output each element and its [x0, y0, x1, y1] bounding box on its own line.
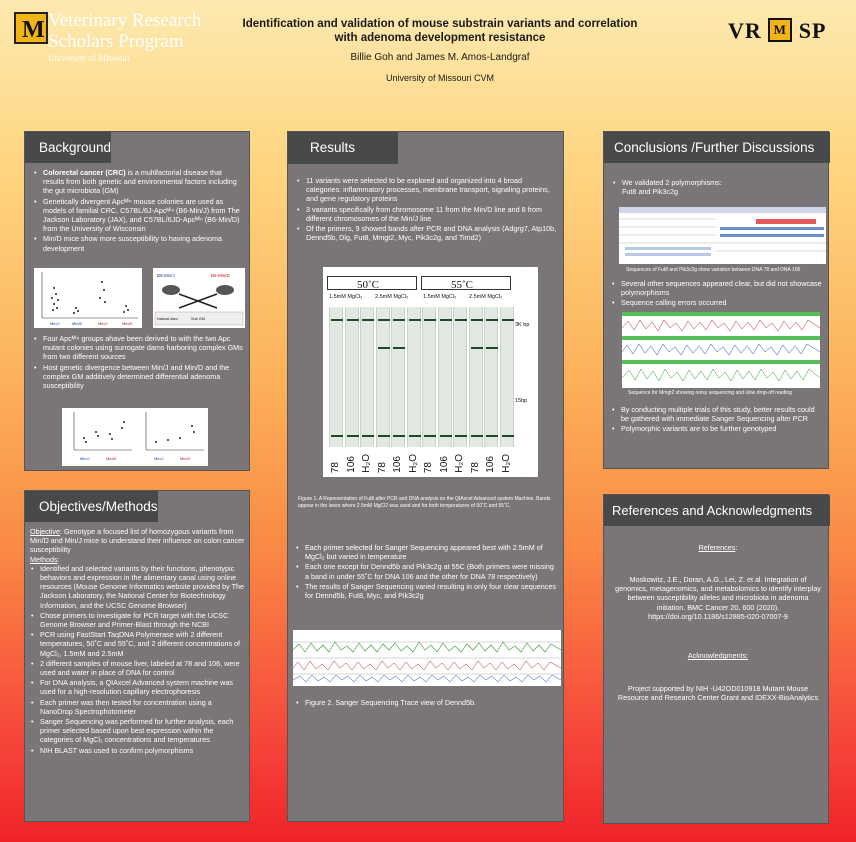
conclusions-text-3 [611, 405, 823, 435]
marker-15bp: 15bp [515, 398, 528, 404]
adenoma-plot-graphic [62, 408, 208, 466]
result-item: • Each primer selected for Sanger Sequencing appeared best with 2.5mM of MgCl₂ but varied in temperature [295, 543, 557, 561]
gel-lane [376, 307, 390, 447]
conclusions-text-1 [612, 178, 824, 197]
vrsp-logo: VR M SP [728, 18, 827, 43]
method-item: • Sanger Sequencing was performed for further analysis, each primer selected based upon best expression within the categories of MgCl₂ concentrations and temperatures [30, 717, 246, 745]
gel-band [440, 435, 452, 437]
fig-label: Min/D [180, 456, 191, 461]
acknowledgments-label: Acknowledgments: [687, 651, 749, 660]
diagram-label: Sub GM [191, 317, 205, 321]
gel-lane [345, 307, 359, 447]
trace-graphic [293, 630, 561, 686]
gel-band [378, 347, 390, 349]
marker-3kbp: 3K bp [515, 322, 530, 328]
conclusion-item: • By conducting multiple trials of this study, better results could be gathered with immediate Sanger Sequencing after PCR [611, 405, 823, 423]
gel-band [393, 319, 405, 321]
pik3c2g-graphic [716, 207, 826, 264]
references-panel [603, 494, 829, 824]
reference-1: Moskowitz, J.E., Doran, A.G., Lei, Z. et al. Integration of genomics, metagenomics, and metabolomics to identify interplay between susceptibility alleles and microbiota in adenoma initiation. BMC Cancer 20, 600 (2020). https://doi.org/10.1186/s12885-020-07007-9 [615, 575, 821, 621]
pik3c2g-sequence-figure [716, 207, 826, 264]
background-bullet: • Host genetic divergence between Min/J and Min/D and the complex GM additively determined differential adenoma susceptibility [33, 363, 245, 391]
gel-band [378, 435, 390, 437]
gel-band [486, 319, 498, 321]
method-item: • Chose primers to investigate for PCR target with the UCSC Genome Browser and Primer-Blast through the NCBI [30, 611, 246, 629]
gel-lane [500, 307, 514, 447]
background-bullet: • Colorectal cancer (CRC) is a multifactorial disease that results from both genetic and environmental factors including the gut microbiota (GM) [33, 168, 245, 196]
result-item: • The results of Sanger Sequencing varied resulting in only four clear sequences for Dennd5b, Fut8, Myc, and Pik3c2g [295, 582, 557, 600]
gel-band [471, 435, 483, 437]
gel-band [486, 435, 498, 437]
objectives-panel [24, 490, 250, 822]
methods-label: Methods: [30, 554, 60, 564]
gel-band [331, 319, 343, 321]
sanger-trace-dennd5b [293, 630, 561, 686]
result-item: • 11 variants were selected to be explored and organized into 4 broad categories: inflammatory processes, membrane transport, signaling proteins, and gene regulatory proteins [296, 176, 558, 204]
conclusions-caption-2: Sequence for Mmgt2 showing noisy sequencing and slow drop-off reading [628, 390, 792, 396]
method-item: • For DNA analysis, a QIAxcel Advanced system machine was used for a high-resolution capillary electrophoresis [30, 678, 246, 696]
gel-band [502, 435, 514, 437]
background-text-top [33, 168, 245, 254]
result-item: • Of the primers, 9 showed bands after PCR and DNA analysis (Adgrg7, Atp10b, Dennd5b, Dlg, Fut8, Mmgt2, Myc, Pik3c2g, and Timd2) [296, 224, 558, 242]
conclusion-item: • We validated 2 polymorphisms: Fut8 and Pik3c2g [612, 178, 824, 196]
method-item: • NIH BLAST was used to confirm polymorphisms [30, 746, 246, 755]
poster-title: Identification and validation of mouse substrain variants and correlation with adenoma development resistance [242, 18, 638, 44]
gel-band [455, 319, 467, 321]
program-name-2: Scholars Program [48, 31, 184, 52]
background-bullet: • Four Apcᴹⁱⁿ groups ahave been derived to with the two Apc mutant colonies using surrogate dams harboring complex GMs from two different sources [33, 334, 245, 362]
fig-label: Min/D [72, 321, 83, 326]
fig-label: Min/D [122, 321, 133, 326]
results-text-bottom [295, 543, 557, 601]
results-heading: Results [288, 132, 398, 164]
fig-label: Min/J [50, 321, 60, 326]
gel-band [424, 319, 436, 321]
background-bullet: • Min/D mice show more susceptibility to having adenoma development [33, 234, 245, 252]
conc-label: 1.5mM MgCl₂ [329, 294, 363, 300]
background-bullet: • Genetically divergent Apcᴹⁱⁿ mouse colonies are used as models of familial CRC, C57BL/6J-Apcᴹⁱⁿ (B6-Min/J) from The Jackson Laboratory (JAX), and C57BL/6JD-Apcᴹⁱⁿ (B6-Min/D) from the University of Wisconsin [33, 197, 245, 234]
gel-lane [407, 307, 421, 447]
program-name: Veterinary Research [48, 10, 202, 31]
mizzou-logo: M [14, 12, 48, 44]
gel-electrophoresis-figure [323, 267, 538, 477]
gel-band [378, 319, 390, 321]
lane-label: 78 [469, 461, 481, 473]
references-heading: References and Acknowledgments [604, 495, 830, 526]
lane-label: 78 [376, 461, 388, 473]
gel-band [362, 319, 374, 321]
fig-label: Min/J [98, 321, 108, 326]
gel-band [362, 435, 374, 437]
diagram-graphic [153, 268, 245, 328]
acknowledgment-text: Project supported by NIH -U42OD010918 Mutant Mouse Resource and Research Center Grant and IDEXX-BioAnalytics [617, 684, 819, 703]
gel-band [409, 319, 421, 321]
fig-label: Min/J [80, 456, 90, 461]
gm-adenoma-plot [62, 408, 208, 466]
conc-label: 2.5mM MgCl₂ [375, 294, 409, 300]
gel-lane [329, 307, 343, 447]
gel-band [424, 435, 436, 437]
figure2-caption: • Figure 2. Sanger Sequencing Trace view of Dennd5b. [295, 698, 557, 707]
figure1-caption: Figure 1. A Representation of Fut8 after PCR and DNA analysis on the QIAxcel Advanced system Machine. Bands appear in the lanes where 2.5mM MgCl2 was used and for both temperatures of 50˚C and 55˚C. [298, 496, 551, 509]
fut8-graphic [619, 207, 717, 264]
references-label: References: [698, 543, 738, 552]
result-item: • 3 variants specifically from chromosome 11 from the Min/D line and 8 from different chromosomes of the Min/J line [296, 205, 558, 223]
lane-label: H₂O [454, 454, 465, 473]
fig-label: Min/J [154, 456, 164, 461]
conc-label: 2.5mM MgCl₂ [469, 294, 503, 300]
gel-lane [453, 307, 467, 447]
lane-label: 106 [392, 456, 403, 473]
diagram-label: B6-Min/D [211, 273, 230, 278]
surrogate-dam-diagram [153, 268, 245, 328]
gel-lane [391, 307, 405, 447]
lane-label: 106 [485, 456, 496, 473]
method-item: • PCR using FastStart TaqDNA Polymerase with 2 different temperatures, 50˚C and 55˚C, and 2 different concentrations of MgCl₂, 1.5mM and 2.5mM [30, 630, 246, 658]
results-text-top [296, 176, 558, 243]
gel-band [409, 435, 421, 437]
lane-label: 78 [423, 461, 434, 473]
result-item: • Each one except for Dennd5b and Pik3c2g at 55C (Both primers were missing a band in under 55˚C for DNA 106 and the other for DNA 78 respectively) [295, 562, 557, 580]
gel-band [455, 435, 467, 437]
gel-lane [438, 307, 452, 447]
temp-label-55: 55˚C [451, 279, 473, 291]
gel-band [502, 319, 514, 321]
objective-paragraph: Objective: Genotype a focused list of homozygous variants from Min/D and Min/J mice to understand their influence on colon cancer susceptibility [30, 527, 245, 555]
diagram-label: Natural dam [157, 317, 178, 321]
affiliation: University of Missouri CVM [385, 73, 495, 83]
gel-lane [360, 307, 374, 447]
lane-label: 106 [438, 456, 450, 473]
method-item: • Identified and selected variants by their functions, phenotypic behaviors and expression in the alimentary canal using online resources (Mouse Genome Informatics website provided by The Jackson Laboratory, the National Center for Biotechnology Information, and the UCSC Genome Browser) [30, 564, 246, 610]
background-panel [24, 131, 250, 471]
figure2-caption-wrap [295, 698, 557, 708]
conclusion-item: • Polymorphic variants are to be further genotyped [611, 424, 823, 433]
method-item: • 2 different samples of mouse liver, labeled at 78 and 106, were used and water in place of DNA for control [30, 659, 246, 677]
lane-label: H₂O [361, 454, 372, 473]
mmgt2-trace-figure [622, 312, 820, 388]
method-item: • Each primer was then tested for concentration using a NanoDrop Spectrophotometer [30, 698, 246, 716]
gel-band [347, 435, 359, 437]
adenoma-scatter-plot [34, 268, 142, 328]
conclusion-item: • Sequence calling errors occurred [611, 298, 823, 307]
lane-label: H₂O [407, 454, 419, 473]
conclusions-caption-1: Sequences of Fut8 and Pik3c2g show variation between DNA 78 and DNA 106 [626, 267, 801, 273]
lane-label: H₂O [500, 454, 512, 473]
background-heading: Background [25, 132, 111, 163]
conclusions-text-2 [611, 279, 823, 309]
gel-lane [422, 307, 436, 447]
gel-band [486, 347, 498, 349]
gel-band [471, 347, 483, 349]
objectives-text [30, 527, 246, 756]
university-name: University of Missouri [48, 53, 130, 63]
gel-band [347, 319, 359, 321]
conclusions-heading: Conclusions /Further Discussions [604, 132, 830, 163]
temp-label-50: 50˚C [357, 279, 379, 291]
fig-label: Min/D [106, 456, 117, 461]
background-text-bottom [33, 334, 245, 391]
authors: Billie Goh and James M. Amos-Landgraf [350, 52, 530, 63]
lane-label: 78 [330, 461, 341, 473]
fut8-sequence-figure [619, 207, 717, 264]
conc-label: 1.5mM MgCl₂ [423, 294, 457, 300]
conclusion-item: • Several other sequences appeared clear, but did not showcase polymorphisms [611, 279, 823, 297]
gel-lane [484, 307, 498, 447]
diagram-label: B6-Min/J [157, 273, 175, 278]
scatter-plot-graphic [34, 268, 142, 328]
mmgt2-graphic [622, 312, 820, 388]
gel-band [440, 319, 452, 321]
gel-band [393, 435, 405, 437]
lane-label: 106 [345, 456, 357, 473]
objectives-heading: Objectives/Methods [25, 491, 158, 522]
gel-band [331, 435, 343, 437]
gel-band [393, 347, 405, 349]
gel-lane [469, 307, 483, 447]
gel-band [471, 319, 483, 321]
